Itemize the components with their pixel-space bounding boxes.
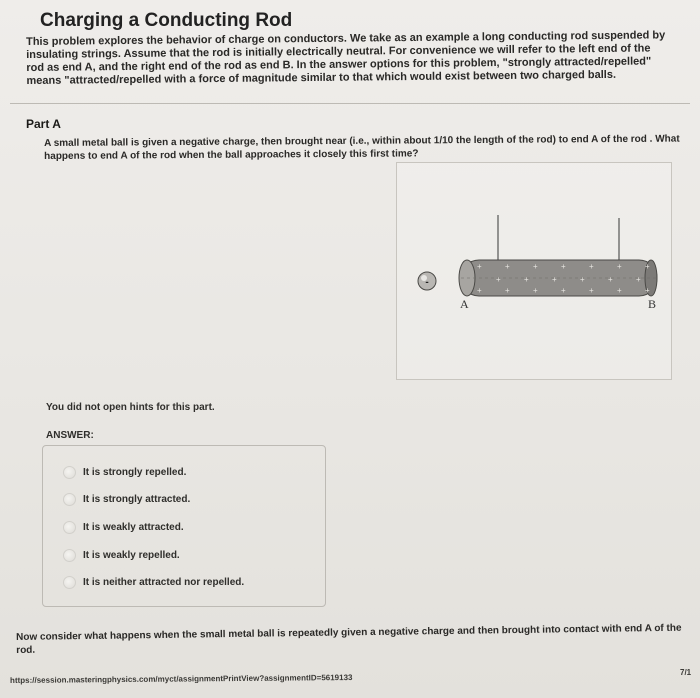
footer-url[interactable]: https://session.masteringphysics.com/myct/assignmentPrintView?assignmentID=5619133	[10, 673, 353, 685]
end-a-label: A	[460, 297, 469, 311]
page-number: 7/1	[680, 668, 692, 677]
option-label: It is strongly repelled.	[83, 466, 187, 478]
answer-option-neither[interactable]	[63, 574, 244, 590]
answer-option-weakly-attracted[interactable]	[63, 519, 184, 535]
rod-charge-sign: +	[580, 275, 585, 284]
option-label: It is weakly attracted.	[83, 521, 184, 533]
rod-figure	[396, 162, 672, 380]
rod-charge-sign: +	[608, 275, 613, 284]
option-label: It is strongly attracted.	[83, 493, 191, 505]
option-label: It is weakly repelled.	[83, 549, 180, 561]
rod-charge-sign: +	[533, 262, 538, 271]
rod-charge-sign: +	[561, 262, 566, 271]
answer-option-strongly-attracted[interactable]	[63, 491, 190, 507]
hint-status: You did not open hints for this part.	[46, 402, 215, 413]
option-label: It is neither attracted nor repelled.	[83, 576, 245, 588]
rod-charge-sign: +	[533, 286, 538, 295]
question-text: A small metal ball is given a negative charge, then brought near (i.e., within about 1/10 the length of the rod) to end A of the rod . What happens to end A of the rod when the ball approaches it closely this first time?	[44, 133, 680, 162]
rod-charge-sign: +	[477, 286, 482, 295]
followup-text: Now consider what happens when the small metal ball is repeatedly given a negative charge and then brought into contact with end A of the rod.	[16, 622, 682, 656]
rod-charge-sign: +	[477, 262, 482, 271]
page-title: Charging a Conducting Rod	[40, 10, 293, 31]
rod-charge-sign: +	[636, 275, 641, 284]
part-label: Part A	[26, 117, 61, 131]
rod-charge-sign: +	[645, 286, 650, 295]
end-b-label: B	[648, 297, 657, 311]
radio-button[interactable]	[63, 493, 76, 506]
rod-charge-sign: +	[505, 262, 510, 271]
intro-paragraph: This problem explores the behavior of charge on conductors. We take as an example a long conducting rod suspended by insulating strings. Assume that the rod is initially electrically neutral. For convenience we will refer to the left end of the rod as end A, and the right end of the rod as end B. In the answer options for this problem, "strongly attracted/repelled" means "attracted/repelled with a force of magnitude similar to that which would exist between two charged balls.	[26, 29, 666, 87]
rod-charge-sign: +	[617, 262, 622, 271]
rod-charge-sign: +	[561, 286, 566, 295]
radio-button[interactable]	[63, 549, 76, 562]
rod-diagram	[397, 163, 671, 379]
rod-charge-sign: +	[552, 275, 557, 284]
rod-charge-sign: +	[496, 275, 501, 284]
rod-charge-sign: +	[645, 262, 650, 271]
radio-button[interactable]	[63, 576, 76, 589]
rod-charge-sign: +	[617, 286, 622, 295]
rod-charge-sign: +	[589, 262, 594, 271]
rod-charge-sign: +	[589, 286, 594, 295]
radio-button[interactable]	[63, 521, 76, 534]
answer-option-strongly-repelled[interactable]	[63, 464, 186, 480]
section-divider	[10, 103, 690, 104]
answer-box	[42, 445, 326, 607]
answer-label: ANSWER:	[46, 430, 94, 441]
rod-charge-sign: +	[524, 275, 529, 284]
rod-charge-sign: +	[505, 286, 510, 295]
ball-charge-sign: -	[425, 277, 429, 288]
radio-button[interactable]	[63, 466, 76, 479]
answer-option-weakly-repelled[interactable]	[63, 547, 180, 563]
